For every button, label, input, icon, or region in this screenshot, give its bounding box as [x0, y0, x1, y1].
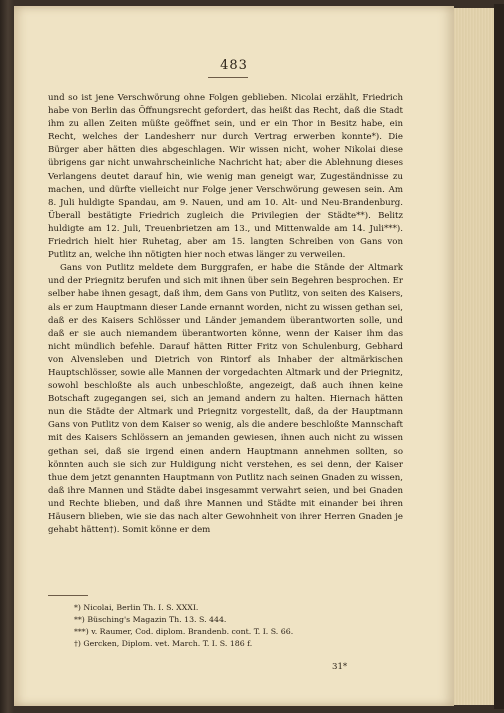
header-rule	[208, 77, 248, 78]
footnote-rule	[48, 595, 88, 596]
book-cover-edge	[494, 4, 504, 709]
footnote-4: †) Gercken, Diplom. vet. March. T. I. S. 186 f.	[74, 639, 253, 648]
page-number: 483	[220, 58, 248, 73]
footnote-1: *) Nicolai, Berlin Th. I. S. XXXI.	[74, 603, 199, 612]
book-page	[14, 6, 454, 706]
footnote-2: **) Büsching's Magazin Th. 13. S. 444.	[74, 615, 227, 624]
paragraph-1: und so ist jene Verschwörung ohne Folgen geblieben. Nicolai erzählt, Friedrich habe von Berlin das Öffnungsrecht gefordert, das heißt das Recht, daß die Stadt ihm zu allen Zeiten müßte geöffnet sein, und er ein Thor in Besitz habe, ein Recht, welches der Landesherr nur durch Vertrag erwerben konnte*). Die Bürger aber hätten dies abgeschlagen. Wir wissen nicht, woher Nikolai diese übrigens gar nicht unwahrscheinliche Nachricht hat; aber die Ablehnung dieses Verlangens deutet darauf hin, wie wenig man geneigt war, Zugeständnisse zu machen, und dürfte vielleicht nur Folge jener Verschwörung gewesen sein. Am 8. Juli huldigte Spandau, am 9. Nauen, und am 10. Alt- und Neu-Brandenburg. Überall bestätigte Friedrich zugleich die Privilegien der Städte**). Belitz huldigte am 12. Juli, Treuenbrietzen am 13., und Mittenwalde am 14. Juli***). Friedrich hielt hier Ruhetag, aber am 15. langten Schreiben von Gans von Putlitz an, welche ihn nötigten hier noch etwas länger zu verweilen.	[48, 93, 403, 261]
paragraph-2: Gans von Putlitz meldete dem Burggrafen, er habe die Stände der Altmark und der Priegnitz berufen und sich mit ihnen über sein Begehren besprochen. Er selber habe ihnen gesagt, daß ihm, dem Gans von Putlitz, von seiten des Kaisers, als er zum Hauptmann dieser Lande ernannt worden, nicht zu wissen gethan sei, daß er des Kaisers Schlösser und Länder jemandem überantworten solle, und daß er sie auch niemandem überantworten könne, wenn der Kaiser ihm das nicht mündlich befehle. Darauf hätten Ritter Fritz von Schulenburg, Gebhard von Alvensleben und Dietrich von Rintorf als Inhaber der altmärkischen Hauptschlösser, sowie alle Mannen der vorgedachten Altmark und der Priegnitz, sowohl beschloßte als auch unbeschloßte, angezeigt, daß auch ihnen keine Botschaft zugegangen sei, sich an jemand andern zu halten. Hiernach hätten nun die Städte der Altmark und Priegnitz vorgestellt, daß, da der Hauptmann Gans von Putlitz von dem Kaiser so wenig, als die andere beschloßte Mannschaft mit des Kaisers Schlössern an jemanden gewiesen, ihnen auch nicht zu wissen gethan sei, daß sie irgend einen andern Hauptmann annehmen sollten, so könnten auch sie sich zur Huldigung nicht verstehen, es sei denn, der Kaiser thue dem jetzt genannten Hauptmann von Putlitz nach seinen Gnaden zu wissen, daß ihre Mannen und Städte dabei insgesammt verwahrt seien, und bei Gnaden und Rechte blieben, und daß ihre Mannen und Städte mit einander bei ihren Häusern blieben, wie sie das nach alter Gewohnheit von ihrer Herren Gnaden je gehabt hätten†). Somit könne er dem	[48, 263, 403, 536]
footnote-3: ***) v. Raumer, Cod. diplom. Brandenb. cont. T. I. S. 66.	[74, 627, 294, 636]
footnotes	[74, 602, 374, 650]
signature-mark: 31*	[332, 662, 348, 672]
page-edges	[454, 8, 494, 705]
body-text	[48, 92, 403, 537]
